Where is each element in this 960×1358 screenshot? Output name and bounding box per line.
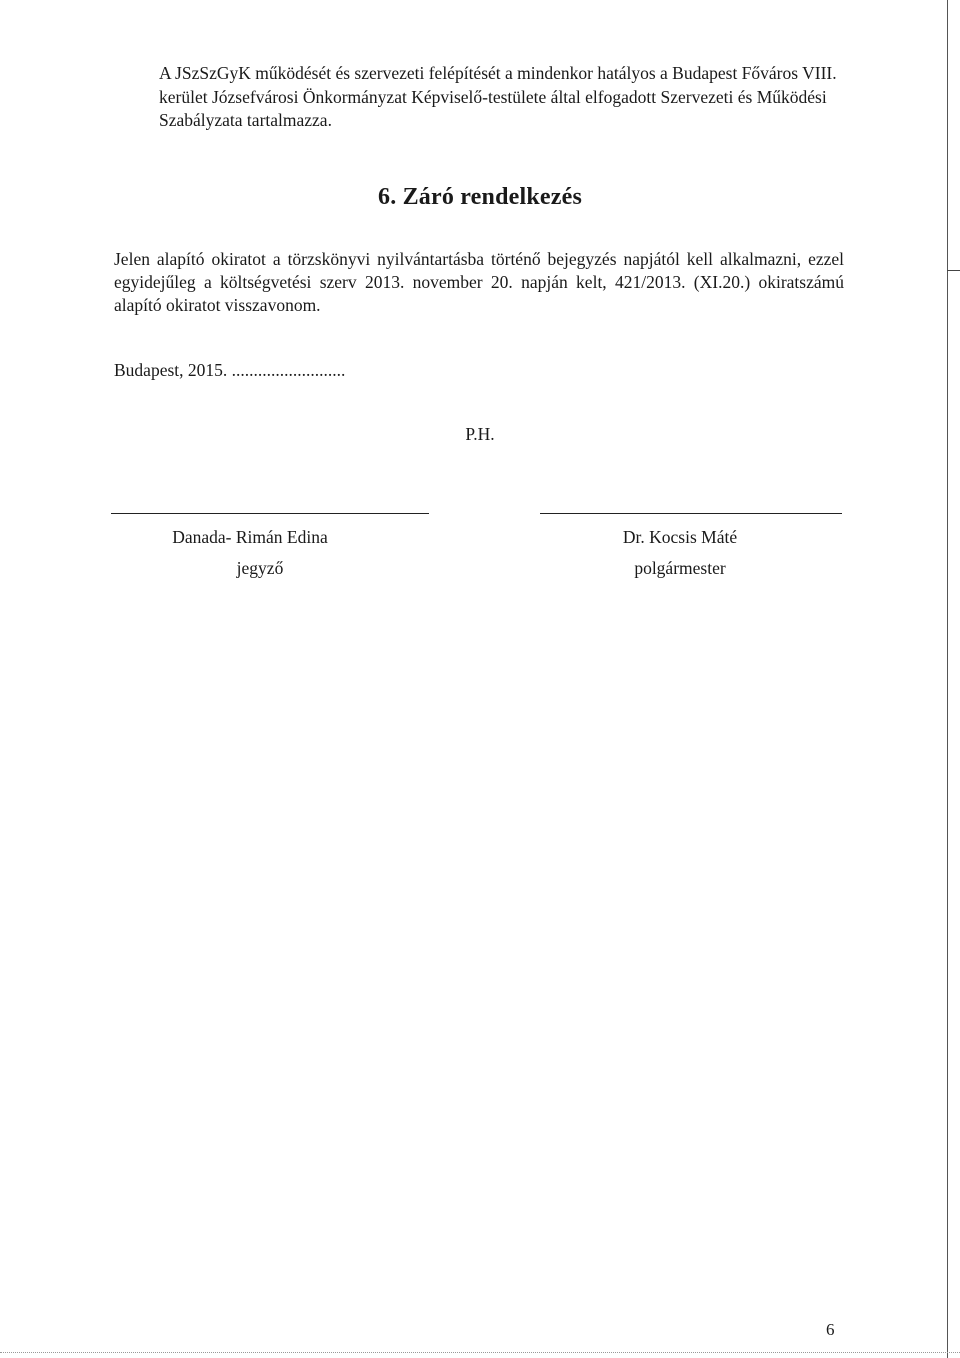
place-and-date: Budapest, 2015. .......................... bbox=[114, 360, 346, 380]
signatory-name-notary: Danada- Rimán Edina bbox=[172, 527, 328, 547]
signatory-name-mayor: Dr. Kocsis Máté bbox=[622, 527, 738, 547]
signature-line-right bbox=[540, 513, 842, 514]
stamp-label: P.H. bbox=[465, 424, 495, 444]
intro-paragraph: A JSzSzGyK működését és szervezeti felépítését a mindenkor hatályos a Budapest Főváros VIII. kerület Józsefvárosi Önkormányzat Képviselő-testülete által elfogadott Szervezeti és Működési Szabályzata tartalmazza. bbox=[159, 63, 837, 130]
page-number: 6 bbox=[826, 1320, 835, 1339]
signature-line-left bbox=[111, 513, 429, 514]
section-heading: 6. Záró rendelkezés bbox=[378, 184, 582, 210]
scan-edge-tick bbox=[947, 270, 960, 271]
scan-bottom-edge bbox=[0, 1352, 960, 1353]
scan-edge-line bbox=[947, 0, 948, 1358]
signatory-title-notary: jegyző bbox=[236, 558, 284, 578]
closing-paragraph: Jelen alapító okiratot a törzskönyvi nyilvántartásba történő bejegyzés napjától kell alkalmazni, ezzel egyidejűleg a költségvetési szerv 2013. november 20. napján kelt, 421/2013. (XI.20.) okiratszámú alapító okiratot visszavonom. bbox=[114, 249, 844, 315]
signatory-title-mayor: polgármester bbox=[634, 558, 726, 578]
